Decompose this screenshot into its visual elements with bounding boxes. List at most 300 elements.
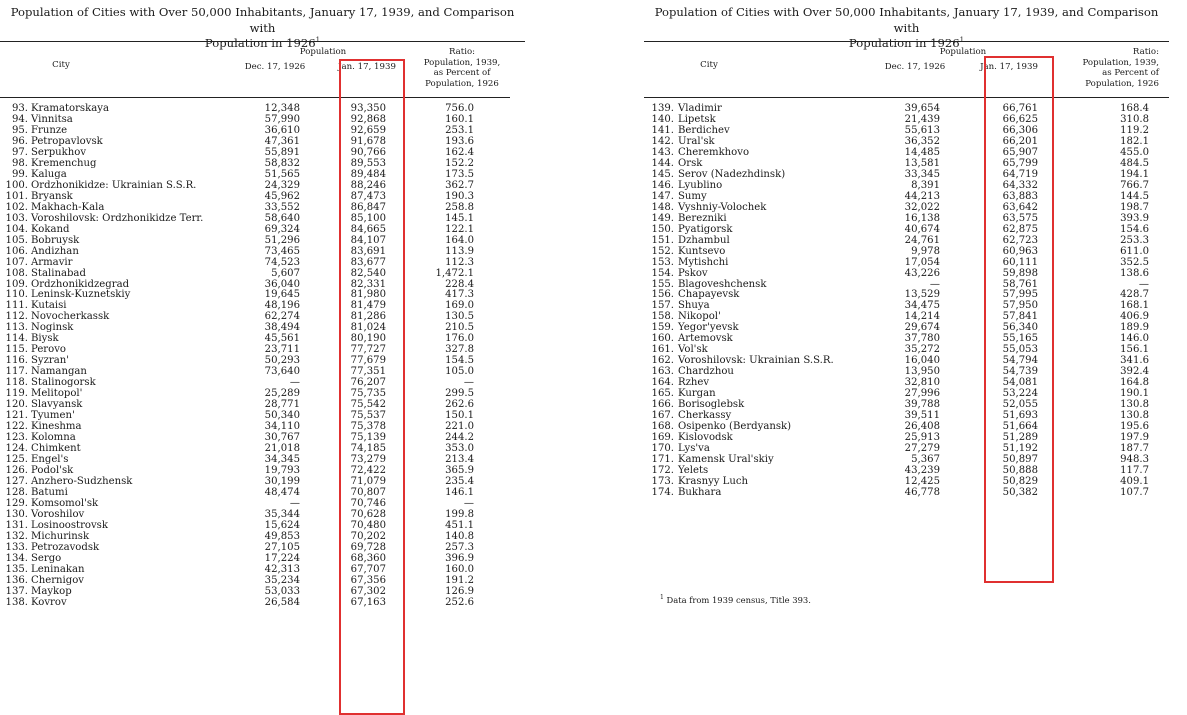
ratio-value: 119.2	[1120, 124, 1149, 136]
population-1939: 60,111	[1002, 256, 1038, 268]
header-dec-1926: Dec. 17, 1926	[244, 62, 306, 72]
table-row	[644, 311, 1169, 322]
city-name: Petropavlovsk	[31, 135, 103, 147]
city-name: Orsk	[678, 157, 703, 169]
ratio-value: 187.7	[1120, 443, 1149, 455]
population-1939: 70,480	[350, 519, 386, 531]
city-name: Vol'sk	[678, 344, 708, 356]
population-1939: 89,484	[350, 168, 386, 180]
row-number: 123.	[5, 432, 28, 444]
table-row	[644, 224, 1169, 235]
row-number: 102.	[5, 201, 28, 213]
city-name: Anzhero-Sudzhensk	[31, 475, 133, 487]
population-1939: 75,378	[350, 421, 386, 433]
population-1939: 81,479	[350, 300, 386, 312]
population-1939: 63,575	[1002, 212, 1038, 224]
table-row	[0, 344, 525, 355]
ratio-value: 162.4	[445, 146, 474, 158]
population-1939: 73,279	[350, 454, 386, 465]
population-1926: 16,040	[904, 355, 940, 367]
city-name: Makhach-Kala	[31, 201, 105, 213]
row-number: 140.	[651, 113, 674, 125]
table-row	[644, 103, 1169, 114]
row-number: 131.	[5, 519, 28, 531]
ratio-value: 948.3	[1120, 454, 1149, 465]
header-jan-1939: Jan. 17, 1939	[980, 62, 1038, 72]
population-1926: 28,771	[264, 399, 300, 411]
population-1939: 57,841	[1002, 311, 1038, 323]
population-1939: 55,053	[1002, 344, 1038, 356]
ratio-value: 417.3	[445, 289, 474, 301]
city-name: Stalinogorsk	[31, 377, 96, 389]
population-1939: 81,024	[350, 322, 386, 334]
row-number: 153.	[651, 256, 674, 268]
table-row	[644, 443, 1169, 454]
row-number: 132.	[5, 530, 28, 542]
row-number: 125.	[5, 454, 28, 465]
city-name: Pyatigorsk	[678, 223, 733, 235]
city-name: Chimkent	[31, 443, 81, 455]
ratio-value: 756.0	[445, 103, 474, 114]
city-name: Ural'sk	[678, 135, 715, 147]
ratio-value: 152.2	[445, 157, 474, 169]
table-row	[644, 191, 1169, 202]
table-row	[0, 114, 525, 125]
population-1939: 60,963	[1002, 245, 1038, 257]
population-1926: 14,214	[904, 311, 940, 323]
jan-1939-column-highlight	[984, 56, 1054, 583]
right-table-body	[644, 103, 1169, 498]
population-1939: 81,980	[350, 289, 386, 301]
population-1926: 53,033	[264, 585, 300, 597]
row-number: 142.	[651, 135, 674, 147]
ratio-value: 122.1	[445, 223, 474, 235]
table-row	[0, 333, 525, 344]
row-number: 124.	[5, 443, 28, 455]
ratio-value: 164.8	[1120, 377, 1149, 389]
population-1926: 30,767	[264, 432, 300, 444]
row-number: 159.	[651, 322, 674, 334]
table-row	[644, 169, 1169, 180]
row-number: 172.	[651, 464, 674, 476]
population-1926: 24,761	[904, 234, 940, 246]
population-1926: 13,581	[904, 157, 940, 169]
ratio-value: 107.7	[1120, 486, 1149, 498]
city-name: Artemovsk	[678, 333, 733, 345]
city-name: Armavir	[31, 256, 73, 268]
population-1926: 12,425	[904, 475, 940, 487]
population-1939: 51,192	[1002, 443, 1038, 455]
population-1926: 19,645	[264, 289, 300, 301]
population-1939: 89,553	[350, 157, 386, 169]
table-row	[644, 300, 1169, 311]
city-name: Voroshilovsk: Ukrainian S.S.R.	[678, 355, 834, 367]
table-row	[0, 202, 525, 213]
row-number: 136.	[5, 574, 28, 586]
population-1926: 62,274	[264, 311, 300, 323]
ratio-value: 213.4	[445, 454, 474, 465]
ratio-value: 221.0	[445, 421, 474, 433]
city-name: Melitopol'	[31, 388, 83, 400]
city-name: Chapayevsk	[678, 289, 740, 301]
ratio-value: 130.8	[1120, 410, 1149, 422]
table-row	[644, 125, 1169, 136]
city-name: Kislovodsk	[678, 432, 733, 444]
city-name: Lipetsk	[678, 113, 716, 125]
city-name: Kokand	[31, 223, 70, 235]
population-1926: 34,110	[264, 421, 300, 433]
population-1926: 25,289	[264, 388, 300, 400]
table-row	[0, 300, 525, 311]
city-name: Chardzhou	[678, 366, 734, 378]
ratio-value: 112.3	[445, 256, 474, 268]
population-1926: 26,584	[264, 596, 300, 608]
population-1939: 82,540	[350, 267, 386, 279]
row-number: 145.	[651, 168, 674, 180]
population-1926: 33,552	[264, 201, 300, 213]
table-row	[0, 311, 525, 322]
table-row	[0, 487, 525, 498]
ratio-value: 189.9	[1120, 322, 1149, 334]
table-row	[0, 553, 525, 564]
population-1939: 50,897	[1002, 454, 1038, 465]
row-number: 93.	[11, 103, 28, 114]
table-row	[0, 180, 525, 191]
table-row	[644, 202, 1169, 213]
population-1939: 87,473	[350, 190, 386, 202]
table-row	[644, 476, 1169, 487]
row-number: 164.	[651, 377, 674, 389]
population-1926: 32,810	[904, 377, 940, 389]
ratio-value: 766.7	[1120, 179, 1149, 191]
row-number: 157.	[651, 300, 674, 312]
header-jan-1939: Jan. 17, 1939	[338, 62, 396, 72]
population-1926: 74,523	[264, 256, 300, 268]
population-1926: 13,529	[904, 289, 940, 301]
city-name: Nikopol'	[678, 311, 721, 323]
city-name: Sergo	[31, 552, 62, 564]
population-1939: 80,190	[350, 333, 386, 345]
population-1939: 85,100	[350, 212, 386, 224]
population-1926: 12,348	[264, 103, 300, 114]
population-1926: 58,640	[264, 212, 300, 224]
ratio-value: 176.0	[445, 333, 474, 345]
ratio-value: 353.0	[445, 443, 474, 455]
table-row	[0, 509, 525, 520]
row-number: 115.	[5, 344, 28, 356]
row-number: 98.	[11, 157, 28, 169]
row-number: 151.	[651, 234, 674, 246]
table-row	[644, 487, 1169, 498]
population-1926: 23,711	[264, 344, 300, 356]
population-1926: 51,565	[264, 168, 300, 180]
population-1926: 49,853	[264, 530, 300, 542]
city-name: Voroshilov	[31, 508, 85, 520]
city-name: Kamensk Ural'skiy	[678, 454, 774, 465]
city-name: Kramatorskaya	[31, 103, 109, 114]
ratio-value: —	[463, 377, 474, 389]
row-number: 129.	[5, 497, 28, 509]
ratio-value: 191.2	[445, 574, 474, 586]
population-1926: 36,352	[904, 135, 940, 147]
ratio-value: 117.7	[1120, 464, 1149, 476]
top-rule	[0, 41, 525, 42]
population-1939: 64,332	[1002, 179, 1038, 191]
population-1926: 16,138	[904, 212, 940, 224]
table-row	[644, 377, 1169, 388]
population-1939: 57,950	[1002, 300, 1038, 312]
row-number: 146.	[651, 179, 674, 191]
row-number: 147.	[651, 190, 674, 202]
row-number: 155.	[651, 278, 674, 290]
city-name: Podol'sk	[31, 464, 74, 476]
city-name: Vyshniy-Volochek	[678, 201, 767, 213]
population-1939: 71,079	[350, 475, 386, 487]
population-1926: 39,788	[904, 399, 940, 411]
ratio-value: 182.1	[1120, 135, 1149, 147]
ratio-value: 105.0	[445, 366, 474, 378]
population-1926: 35,234	[264, 574, 300, 586]
table-row	[0, 465, 525, 476]
row-number: 128.	[5, 486, 28, 498]
population-1926: 17,224	[264, 552, 300, 564]
city-name: Pskov	[678, 267, 708, 279]
ratio-value: 168.1	[1120, 300, 1149, 312]
row-number: 94.	[11, 113, 28, 125]
ratio-value: 150.1	[445, 410, 474, 422]
population-1926: 51,296	[264, 234, 300, 246]
ratio-value: 144.5	[1120, 190, 1149, 202]
population-1926: 58,832	[264, 157, 300, 169]
population-1939: 66,761	[1002, 103, 1038, 114]
header-rule	[0, 97, 510, 98]
city-name: Engel's	[31, 454, 69, 465]
table-row	[644, 257, 1169, 268]
ratio-value: 341.6	[1120, 355, 1149, 367]
header-rule	[644, 97, 1169, 98]
population-1939: 70,807	[350, 486, 386, 498]
city-name: Cheremkhovo	[678, 146, 750, 158]
city-name: Cherkassy	[678, 410, 732, 422]
city-name: Stalinabad	[31, 267, 86, 279]
table-row	[644, 246, 1169, 257]
population-1939: 54,081	[1002, 377, 1038, 389]
city-name: Perovo	[31, 344, 66, 356]
ratio-value: 1,472.1	[435, 267, 474, 279]
table-row	[0, 443, 525, 454]
population-1926: 35,272	[904, 344, 940, 356]
ratio-value: 327.8	[445, 344, 474, 356]
ratio-value: 193.6	[445, 135, 474, 147]
population-1926: 34,475	[904, 300, 940, 312]
population-1926: 21,018	[264, 443, 300, 455]
population-1926: 9,978	[911, 245, 940, 257]
population-1926: 39,511	[904, 410, 940, 422]
row-number: 167.	[651, 410, 674, 422]
population-1939: 75,735	[350, 388, 386, 400]
population-1926: 55,891	[264, 146, 300, 158]
row-number: 171.	[651, 454, 674, 465]
population-1939: 52,055	[1002, 399, 1038, 411]
ratio-value: 190.3	[445, 190, 474, 202]
ratio-value: 160.0	[445, 563, 474, 575]
row-number: 109.	[5, 278, 28, 290]
city-name: Rzhev	[678, 377, 710, 389]
population-1926: 21,439	[904, 113, 940, 125]
city-name: Bryansk	[31, 190, 73, 202]
left-table-body	[0, 103, 525, 608]
city-name: Osipenko (Berdyansk)	[678, 421, 792, 433]
row-number: 120.	[5, 399, 28, 411]
city-name: Novocherkassk	[31, 311, 110, 323]
row-number: 174.	[651, 486, 674, 498]
header-ratio: Ratio: Population, 1939, as Percent of Population, 1926	[423, 47, 501, 89]
table-row	[644, 114, 1169, 125]
row-number: 95.	[11, 124, 28, 136]
population-1926: 17,054	[904, 256, 940, 268]
population-1926: 55,613	[904, 124, 940, 136]
population-1939: 92,659	[350, 124, 386, 136]
table-row	[0, 235, 525, 246]
header-population: Population	[939, 47, 987, 57]
row-number: 163.	[651, 366, 674, 378]
population-1939: 51,664	[1002, 421, 1038, 433]
population-1926: 36,610	[264, 124, 300, 136]
ratio-value: 484.5	[1120, 157, 1149, 169]
row-number: 116.	[5, 355, 28, 367]
table-row	[0, 257, 525, 268]
population-1939: 81,286	[350, 311, 386, 323]
city-name: Kaluga	[31, 168, 67, 180]
city-name: Biysk	[31, 333, 59, 345]
population-1926: 57,990	[264, 113, 300, 125]
ratio-value: 262.6	[445, 399, 474, 411]
row-number: 160.	[651, 333, 674, 345]
population-1939: 64,719	[1002, 168, 1038, 180]
population-1926: 37,780	[904, 333, 940, 345]
table-row	[0, 279, 525, 290]
table-row	[0, 564, 525, 575]
ratio-value: 145.1	[445, 212, 474, 224]
city-name: Kuntsevo	[678, 245, 726, 257]
table-row	[0, 498, 525, 509]
population-1926: 47,361	[264, 135, 300, 147]
row-number: 105.	[5, 234, 28, 246]
city-name: Krasnyy Luch	[678, 475, 749, 487]
row-number: 97.	[11, 146, 28, 158]
table-row	[0, 289, 525, 300]
population-1939: 75,537	[350, 410, 386, 422]
table-row	[644, 322, 1169, 333]
row-number: 103.	[5, 212, 28, 224]
ratio-value: 126.9	[445, 585, 474, 597]
city-name: Andizhan	[31, 245, 79, 257]
city-name: Kineshma	[31, 421, 82, 433]
table-row	[644, 136, 1169, 147]
city-name: Yegor'yevsk	[678, 322, 739, 334]
row-number: 107.	[5, 256, 28, 268]
table-row	[0, 125, 525, 136]
population-1939: 83,677	[350, 256, 386, 268]
ratio-value: 362.7	[445, 179, 474, 191]
population-1939: 65,907	[1002, 146, 1038, 158]
ratio-value: 244.2	[445, 432, 474, 444]
row-number: 149.	[651, 212, 674, 224]
population-1939: 54,739	[1002, 366, 1038, 378]
population-1926: 5,367	[911, 454, 940, 465]
population-1926: —	[929, 278, 940, 290]
row-number: 158.	[651, 311, 674, 323]
population-1926: 39,654	[904, 103, 940, 114]
population-1926: 73,640	[264, 366, 300, 378]
row-number: 96.	[11, 135, 28, 147]
header-population: Population	[299, 47, 347, 57]
population-1926: —	[289, 377, 300, 389]
table-row	[0, 454, 525, 465]
ratio-value: 352.5	[1120, 256, 1149, 268]
table-row	[0, 432, 525, 443]
population-1926: 13,950	[904, 366, 940, 378]
population-1926: 45,561	[264, 333, 300, 345]
table-title: Population of Cities with Over 50,000 Inhabitants, January 17, 1939, and Comparison with Population in 1926$^1$	[10, 5, 515, 50]
table-row	[0, 586, 525, 597]
ratio-value: 199.8	[445, 508, 474, 520]
row-number: 133.	[5, 541, 28, 553]
ratio-value: 197.9	[1120, 432, 1149, 444]
population-1926: 73,465	[264, 245, 300, 257]
population-1926: 48,474	[264, 486, 300, 498]
population-1926: 36,040	[264, 278, 300, 290]
ratio-value: 409.1	[1120, 475, 1149, 487]
row-number: 156.	[651, 289, 674, 301]
table-row	[0, 388, 525, 399]
population-1939: 77,727	[350, 344, 386, 356]
ratio-value: —	[1138, 278, 1149, 290]
table-row	[0, 268, 525, 279]
ratio-value: 252.6	[445, 596, 474, 608]
ratio-value: 154.6	[1120, 223, 1149, 235]
jan-1939-column-highlight	[339, 59, 405, 715]
population-1939: 50,888	[1002, 464, 1038, 476]
row-number: 161.	[651, 344, 674, 356]
table-row	[0, 158, 525, 169]
population-1939: 57,995	[1002, 289, 1038, 301]
row-number: 134.	[5, 552, 28, 564]
ratio-value: 396.9	[445, 552, 474, 564]
population-1926: 24,329	[264, 179, 300, 191]
row-number: 144.	[651, 157, 674, 169]
population-1926: 35,344	[264, 508, 300, 520]
population-1926: 34,345	[264, 454, 300, 465]
population-1926: 38,494	[264, 322, 300, 334]
population-1939: 67,707	[350, 563, 386, 575]
city-name: Serpukhov	[31, 146, 87, 158]
city-name: Losinoostrovsk	[31, 519, 108, 531]
left-page	[0, 0, 525, 715]
ratio-value: 228.4	[445, 278, 474, 290]
row-number: 143.	[651, 146, 674, 158]
population-1926: 46,778	[904, 486, 940, 498]
row-number: 100.	[5, 179, 28, 191]
city-name: Frunze	[31, 124, 68, 136]
row-number: 148.	[651, 201, 674, 213]
ratio-value: 138.6	[1120, 267, 1149, 279]
row-number: 169.	[651, 432, 674, 444]
row-number: 130.	[5, 508, 28, 520]
table-row	[0, 531, 525, 542]
table-row	[0, 355, 525, 366]
table-row	[644, 235, 1169, 246]
